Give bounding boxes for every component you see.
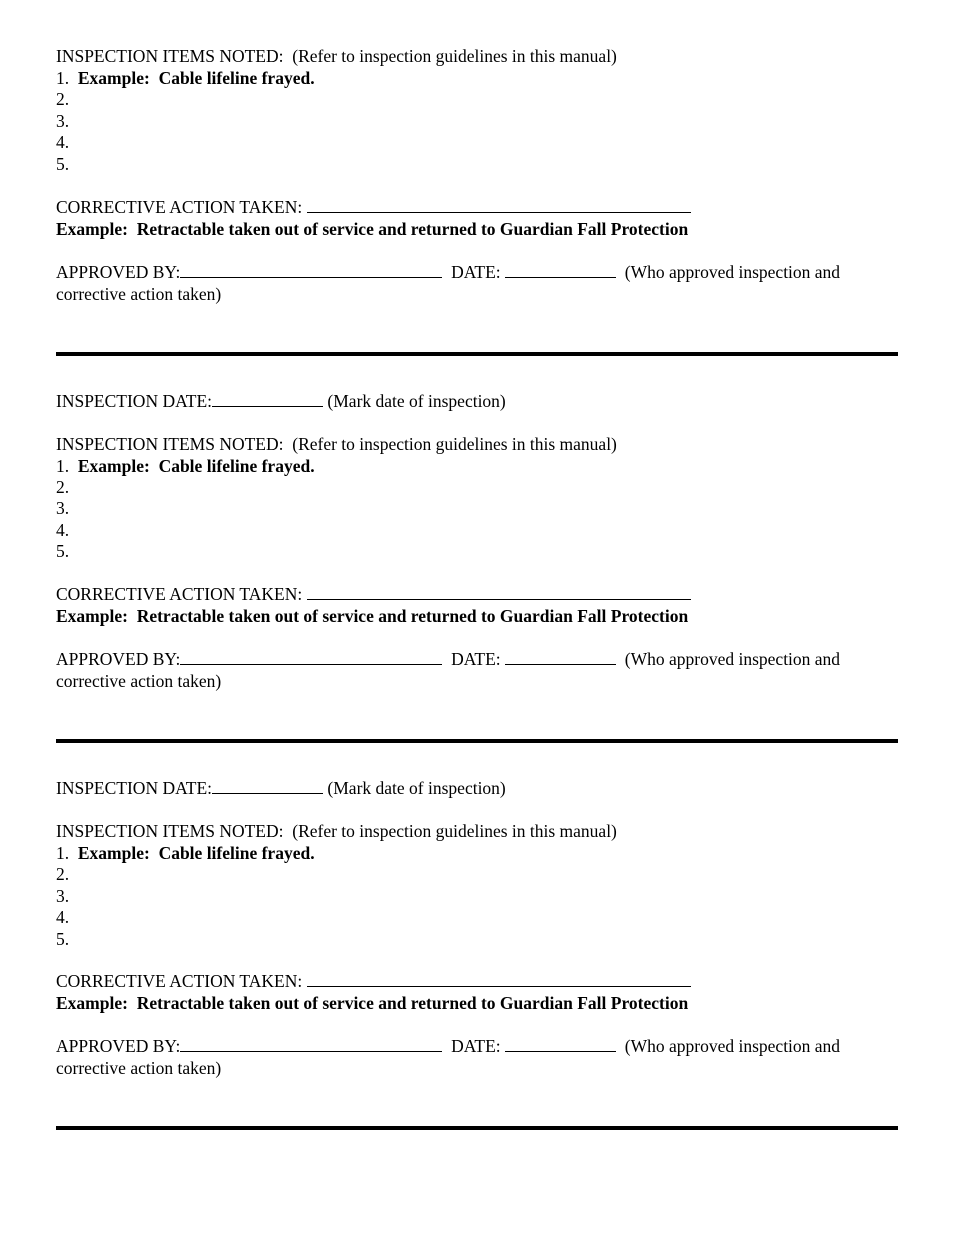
item-example: Example: Cable lifeline frayed.: [77, 456, 315, 476]
approval-note-continued: corrective action taken): [56, 1058, 222, 1078]
inspection-date-field[interactable]: [212, 778, 323, 794]
approved-by-label: APPROVED BY:: [56, 1036, 181, 1056]
section-divider: [56, 739, 898, 743]
approval-note: (Who approved inspection and: [624, 262, 841, 282]
section-divider: [56, 352, 898, 356]
inspection-date-note: (Mark date of inspection): [327, 391, 506, 411]
list-item: [56, 132, 69, 154]
approved-by-field[interactable]: [180, 1036, 442, 1052]
approved-by-label: APPROVED BY:: [56, 649, 181, 669]
approved-by-field[interactable]: [180, 262, 442, 278]
corrective-action-field[interactable]: [307, 971, 691, 987]
corrective-action-field[interactable]: [307, 197, 691, 213]
item-number: 3.: [56, 111, 70, 131]
inspection-date-label: INSPECTION DATE:: [56, 391, 213, 411]
corrective-action-example: Example: Retractable taken out of service and returned to Guardian Fall Protection: [56, 606, 689, 626]
date-label: DATE:: [451, 1036, 501, 1056]
approval-date-field[interactable]: [505, 262, 616, 278]
list-item: [56, 68, 315, 90]
approval-note: (Who approved inspection and: [624, 649, 841, 669]
items-heading: INSPECTION ITEMS NOTED: (Refer to inspection guidelines in this manual): [56, 46, 617, 66]
approval-row: [56, 1036, 840, 1058]
item-number: 4.: [56, 520, 70, 540]
list-item: [56, 886, 69, 908]
list-item: [56, 541, 69, 563]
list-item: [56, 864, 69, 886]
item-example: Example: Cable lifeline frayed.: [77, 843, 315, 863]
corrective-action-example: Example: Retractable taken out of service and returned to Guardian Fall Protection: [56, 993, 689, 1013]
item-number: 4.: [56, 907, 70, 927]
item-number: 1.: [56, 68, 70, 88]
approval-row: [56, 649, 840, 671]
item-number: 2.: [56, 477, 70, 497]
approved-by-label: APPROVED BY:: [56, 262, 181, 282]
list-item: [56, 929, 69, 951]
date-label: DATE:: [451, 649, 501, 669]
approved-by-field[interactable]: [180, 649, 442, 665]
list-item: [56, 89, 69, 111]
list-item: [56, 843, 315, 865]
list-item: [56, 154, 69, 176]
approval-note-continued: corrective action taken): [56, 671, 222, 691]
corrective-action-label: CORRECTIVE ACTION TAKEN:: [56, 971, 303, 991]
approval-note-continued: corrective action taken): [56, 284, 222, 304]
inspection-date-label: INSPECTION DATE:: [56, 778, 213, 798]
corrective-action-field[interactable]: [307, 584, 691, 600]
section-divider: [56, 1126, 898, 1130]
item-number: 2.: [56, 864, 70, 884]
item-number: 5.: [56, 154, 70, 174]
corrective-action-example: Example: Retractable taken out of service and returned to Guardian Fall Protection: [56, 219, 689, 239]
corrective-action-label: CORRECTIVE ACTION TAKEN:: [56, 584, 303, 604]
inspection-date-note: (Mark date of inspection): [327, 778, 506, 798]
item-number: 2.: [56, 89, 70, 109]
item-number: 1.: [56, 843, 70, 863]
item-number: 4.: [56, 132, 70, 152]
approval-date-field[interactable]: [505, 649, 616, 665]
approval-row: [56, 262, 840, 284]
list-item: [56, 477, 69, 499]
approval-note: (Who approved inspection and: [624, 1036, 841, 1056]
list-item: [56, 907, 69, 929]
list-item: [56, 498, 69, 520]
items-heading: INSPECTION ITEMS NOTED: (Refer to inspection guidelines in this manual): [56, 434, 617, 454]
item-number: 5.: [56, 929, 70, 949]
item-number: 3.: [56, 886, 70, 906]
inspection-date-row: [56, 391, 506, 413]
item-number: 1.: [56, 456, 70, 476]
corrective-action-row: [56, 971, 691, 993]
item-number: 3.: [56, 498, 70, 518]
list-item: [56, 456, 315, 478]
items-heading: INSPECTION ITEMS NOTED: (Refer to inspection guidelines in this manual): [56, 821, 617, 841]
list-item: [56, 111, 69, 133]
date-label: DATE:: [451, 262, 501, 282]
item-example: Example: Cable lifeline frayed.: [77, 68, 315, 88]
list-item: [56, 520, 69, 542]
item-number: 5.: [56, 541, 70, 561]
corrective-action-label: CORRECTIVE ACTION TAKEN:: [56, 197, 303, 217]
corrective-action-row: [56, 197, 691, 219]
inspection-date-field[interactable]: [212, 391, 323, 407]
inspection-date-row: [56, 778, 506, 800]
corrective-action-row: [56, 584, 691, 606]
approval-date-field[interactable]: [505, 1036, 616, 1052]
